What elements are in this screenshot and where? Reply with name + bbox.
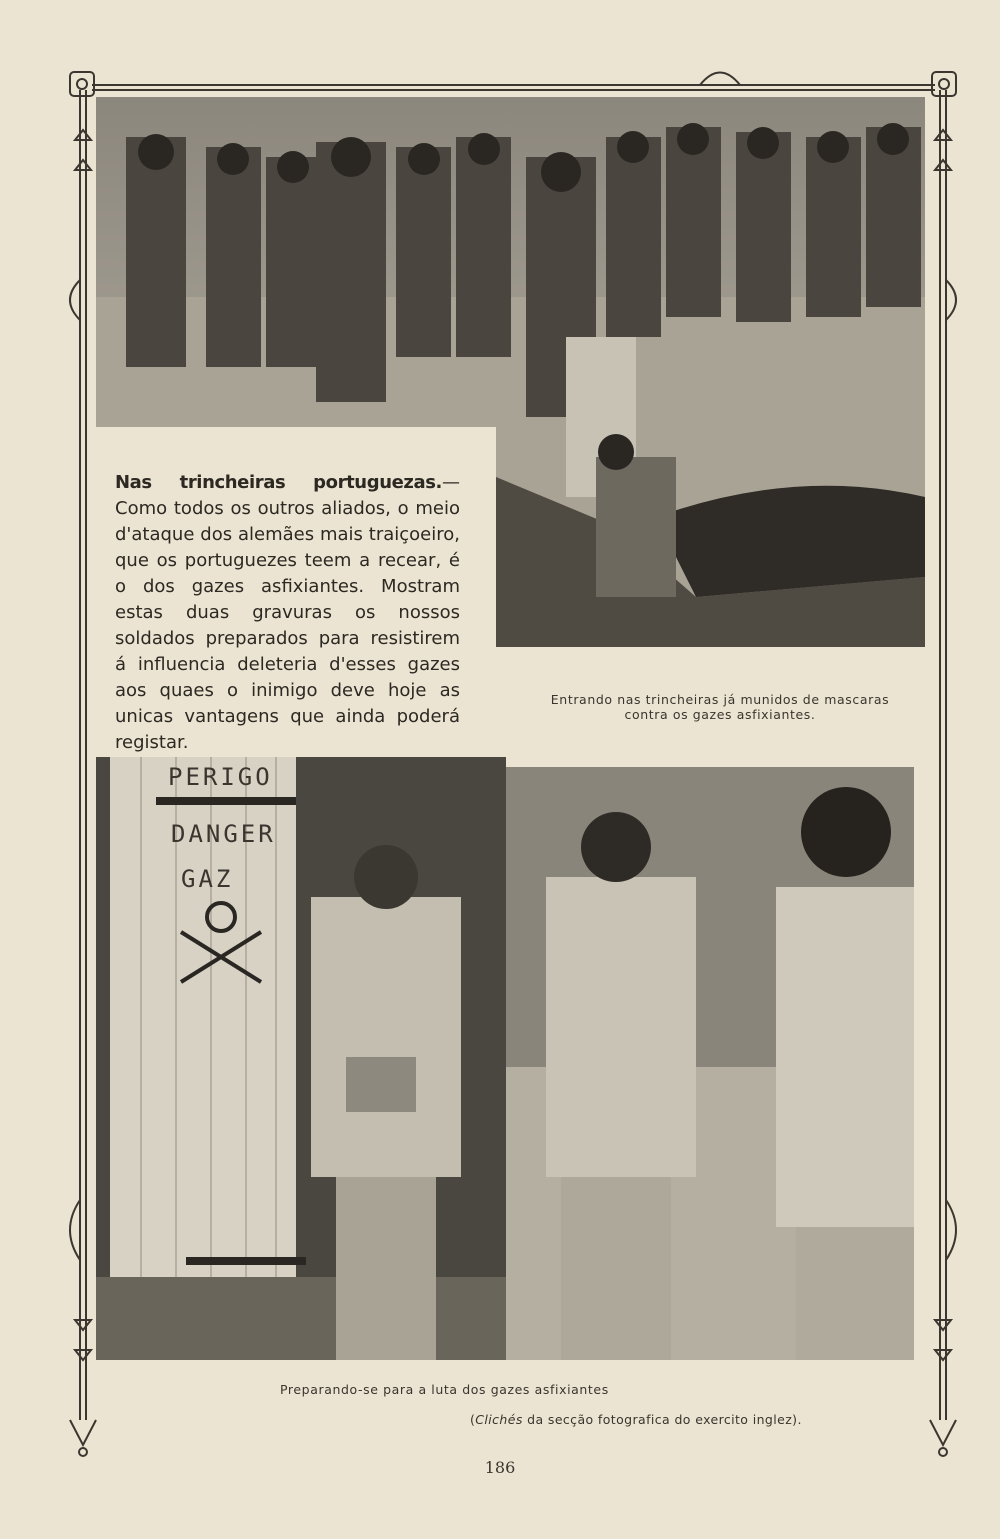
caption-top-line1: Entrando nas trincheiras já munidos de mascaras <box>550 692 890 707</box>
photo-gas-door <box>96 757 506 1360</box>
credit-italic: Clichés <box>475 1412 523 1427</box>
caption-top-line2: contra os gazes asfixiantes. <box>624 707 816 722</box>
door-sign-danger: DANGER <box>171 820 276 848</box>
caption-bottom: Preparando-se para a luta dos gazes asfixiantes <box>280 1382 609 1397</box>
article-heading: Nas trincheiras portuguezas. <box>115 472 442 493</box>
door-sign-perigo: PERIGO <box>168 763 273 791</box>
caption-top <box>520 692 920 722</box>
page-number: 186 <box>484 1458 516 1477</box>
article-text <box>115 470 460 756</box>
credit-rest: da secção fotografica do exercito inglez). <box>522 1412 802 1427</box>
article-body: —Como todos os outros aliados, o meio d'ataque dos alemães mais traiçoeiro, que os portuguezes teem a recear, é o dos gazes asfixiantes. Mostram estas duas gravuras os nossos soldados preparados para resistirem á influencia deleteria d'esses gazes aos quaes o inimigo deve hoje as unicas vantagens que ainda poderá registar. <box>115 472 460 753</box>
door-sign-gaz: GAZ <box>181 865 234 893</box>
photo-credit: (Clichés da secção fotografica do exercito inglez). <box>470 1412 802 1427</box>
photo-soldiers-preparing <box>506 767 914 1360</box>
